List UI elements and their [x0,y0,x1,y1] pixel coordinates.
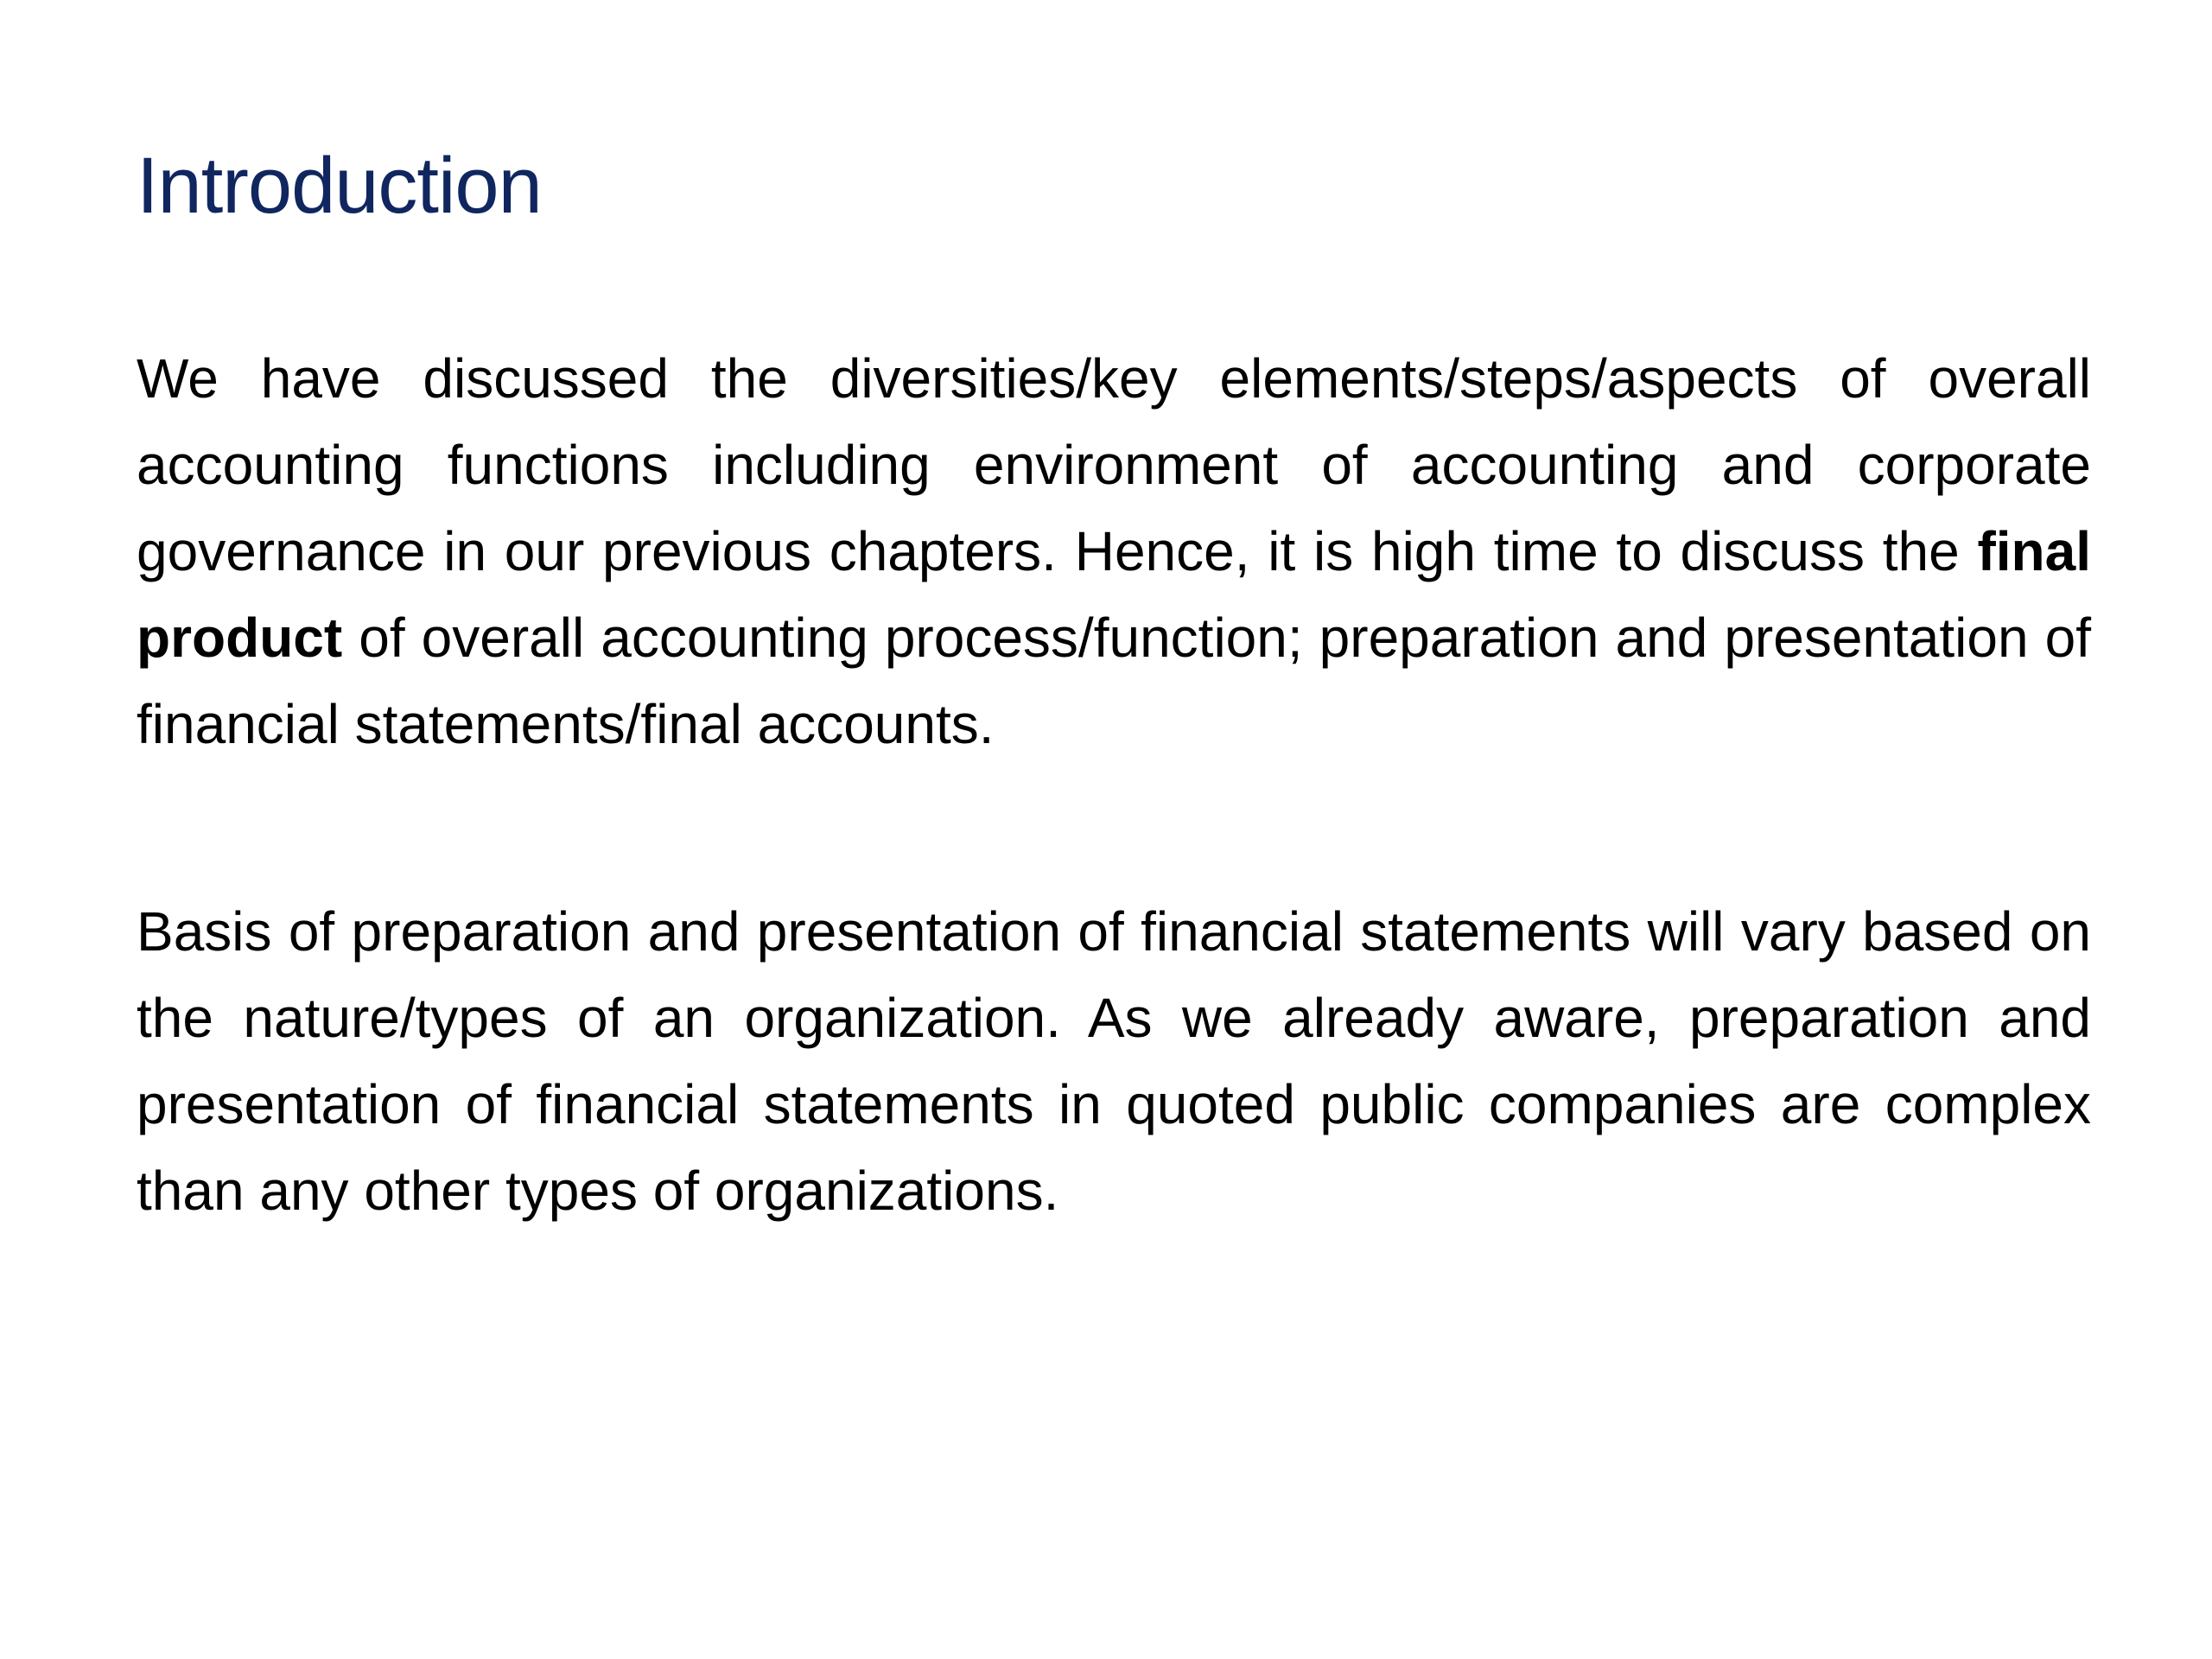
slide-body [137,335,2091,1234]
paragraph-intro-text-start: We have discussed the diversities/key elements/steps/aspects of overall accounting functions including environment of accounting and corporate governance in our previous chapters. Hence, it is high time to discuss the [137,347,2091,582]
paragraph-intro-text-end: of overall accounting process/function; preparation and presentation of financial statements/final accounts. [137,607,2091,755]
paragraph-basis: Basis of preparation and presentation of financial statements will vary based on the nature/types of an organization. As we already aware, preparation and presentation of financial statements in quoted public companies are complex than any other types of organizations. [137,900,2091,1222]
emphasis-final-product: final product [137,520,2091,669]
slide-title: Introduction [137,142,542,230]
paragraph-intro [137,335,2091,767]
